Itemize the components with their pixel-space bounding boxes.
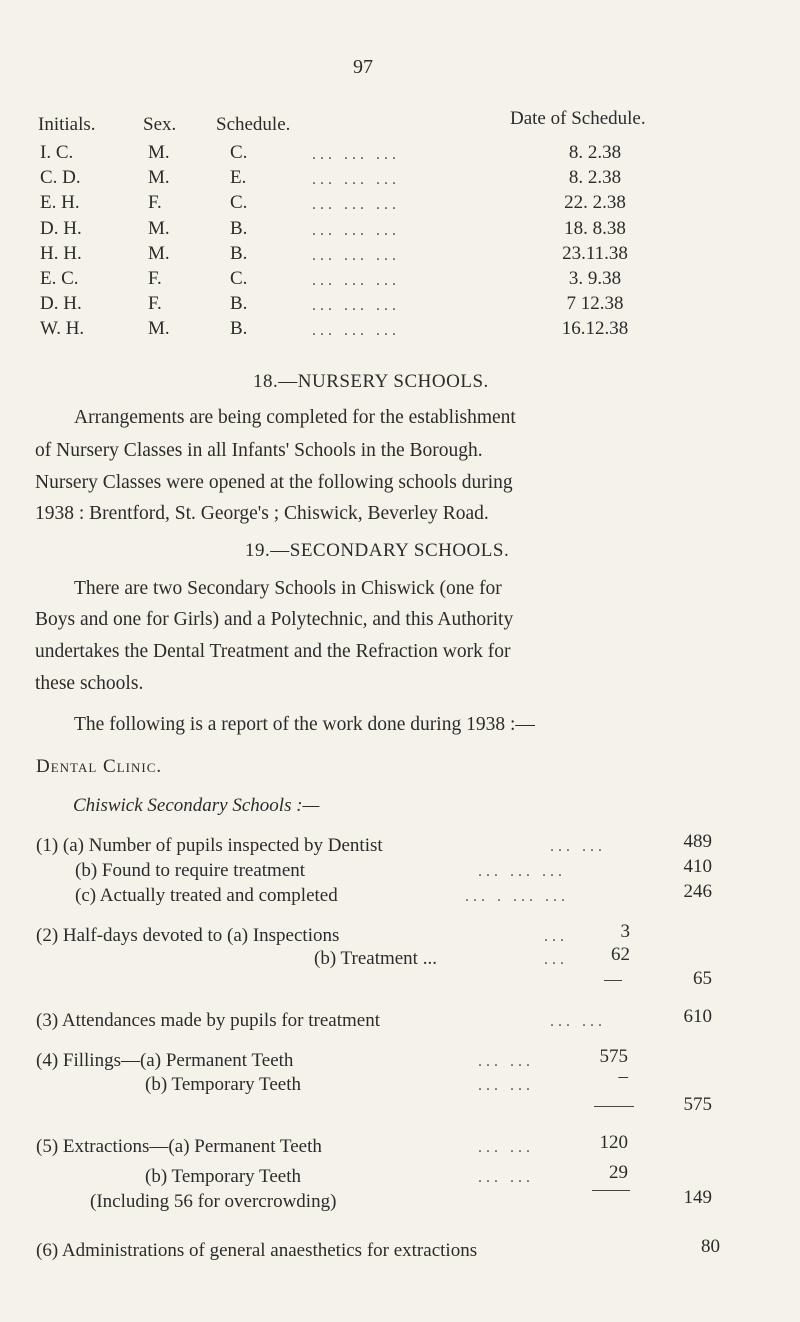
row-initials: E. H. [40, 192, 80, 213]
item-6-label: (6) Administrations of general anaesthetics for extractions [36, 1240, 478, 1261]
s18-line-3: Nursery Classes were opened at the following schools during [35, 472, 513, 493]
row-dots: ... ... ... [312, 297, 400, 314]
item-4b-dots: ... ... [478, 1077, 534, 1094]
row-sex: F. [148, 293, 162, 314]
row-schedule: C. [230, 142, 248, 163]
item-2b-label: (b) Treatment ... [314, 948, 437, 969]
row-schedule: B. [230, 243, 248, 264]
item-1a-total: 489 [683, 831, 712, 852]
row-dots: ... ... ... [312, 272, 400, 289]
item-1b-label: (b) Found to require treatment [75, 860, 306, 881]
item-5b-label: (b) Temporary Teeth [145, 1166, 301, 1187]
row-dots: ... ... ... [312, 171, 400, 188]
item-5-note: (Including 56 for overcrowding) [90, 1191, 337, 1212]
item-5-total: 149 [683, 1187, 712, 1208]
header-date: Date of Schedule. [510, 108, 646, 129]
page-number: 97 [353, 56, 373, 78]
row-schedule: B. [230, 318, 248, 339]
item-5-rule [592, 1190, 630, 1191]
s18-line-1: Arrangements are being completed for the establishment [74, 407, 516, 428]
s19-line-2: Boys and one for Girls) and a Polytechnic, and this Authority [35, 609, 514, 630]
row-date: 8. 2.38 [568, 142, 622, 163]
s19-line-4: these schools. [35, 673, 144, 694]
row-schedule: B. [230, 218, 248, 239]
row-date: 22. 2.38 [564, 192, 626, 213]
s19-line-1: There are two Secondary Schools in Chiswick (one for [74, 578, 502, 599]
s19-line-3: undertakes the Dental Treatment and the Refraction work for [35, 641, 511, 662]
section-19-heading: 19.—SECONDARY SCHOOLS. [245, 540, 510, 561]
s18-line-4: 1938 : Brentford, St. George's ; Chiswick, Beverley Road. [35, 503, 489, 524]
item-3-total: 610 [683, 1006, 712, 1027]
item-2a-sub: 3 [620, 921, 630, 942]
row-dots: ... ... ... [312, 196, 400, 213]
s18-line-2: of Nursery Classes in all Infants' Schools in the Borough. [35, 440, 483, 461]
row-date: 18. 8.38 [564, 218, 626, 239]
item-2-rule [604, 980, 622, 981]
row-date: 16.12.38 [561, 318, 629, 339]
row-initials: D. H. [40, 293, 82, 314]
row-schedule: B. [230, 293, 248, 314]
item-2a-dots: ... [544, 928, 568, 945]
item-4-total: 575 [683, 1094, 712, 1115]
row-initials: I. C. [40, 142, 74, 163]
row-schedule: C. [230, 268, 248, 289]
item-4b-label: (b) Temporary Teeth [145, 1074, 301, 1095]
item-4b-sub: – [618, 1066, 628, 1087]
item-1a-label: (1) (a) Number of pupils inspected by Dentist [36, 835, 383, 856]
item-6-total: 80 [701, 1236, 720, 1257]
row-dots: ... ... ... [312, 247, 400, 264]
row-date: 8. 2.38 [568, 167, 622, 188]
report-intro: The following is a report of the work done during 1938 :— [74, 714, 535, 735]
row-initials: H. H. [40, 243, 82, 264]
header-sex: Sex. [143, 114, 177, 135]
item-5a-dots: ... ... [478, 1139, 534, 1156]
row-sex: M. [148, 142, 170, 163]
row-sex: M. [148, 167, 170, 188]
row-initials: C. D. [40, 167, 81, 188]
row-dots: ... ... ... [312, 222, 400, 239]
section-18-heading: 18.—NURSERY SCHOOLS. [253, 371, 489, 392]
dental-clinic-heading: Dental Clinic. [36, 756, 163, 777]
row-sex: M. [148, 243, 170, 264]
row-dots: ... ... ... [312, 146, 400, 163]
row-sex: F. [148, 268, 162, 289]
item-1b-total: 410 [683, 856, 712, 877]
row-date: 23.11.38 [562, 243, 628, 264]
row-sex: M. [148, 318, 170, 339]
item-1c-total: 246 [683, 881, 712, 902]
item-5a-sub: 120 [599, 1132, 628, 1153]
row-sex: M. [148, 218, 170, 239]
item-4-rule [594, 1106, 634, 1107]
item-2b-sub: 62 [611, 944, 630, 965]
row-date: 3. 9.38 [568, 268, 622, 289]
item-2-total: 65 [693, 968, 712, 989]
item-2a-label: (2) Half-days devoted to (a) Inspections [36, 925, 340, 946]
item-4a-dots: ... ... [478, 1053, 534, 1070]
item-2b-dots: ... [544, 951, 568, 968]
item-1b-dots: ... ... ... [478, 863, 566, 880]
row-dots: ... ... ... [312, 322, 400, 339]
item-5b-sub: 29 [609, 1162, 628, 1183]
row-initials: E. C. [40, 268, 79, 289]
item-1a-dots: ... ... [550, 838, 606, 855]
item-1c-label: (c) Actually treated and completed [75, 885, 338, 906]
item-1c-dots: ... . ... ... [465, 888, 569, 905]
item-5b-dots: ... ... [478, 1169, 534, 1186]
row-initials: W. H. [40, 318, 85, 339]
row-schedule: C. [230, 192, 248, 213]
header-schedule: Schedule. [216, 114, 291, 135]
row-schedule: E. [230, 167, 247, 188]
item-5a-label: (5) Extractions—(a) Permanent Teeth [36, 1136, 322, 1157]
row-sex: F. [148, 192, 162, 213]
row-date: 7 12.38 [566, 293, 624, 314]
item-4a-label: (4) Fillings—(a) Permanent Teeth [36, 1050, 294, 1071]
item-3-label: (3) Attendances made by pupils for treatment [36, 1010, 381, 1031]
item-3-dots: ... ... [550, 1013, 606, 1030]
row-initials: D. H. [40, 218, 82, 239]
item-4a-sub: 575 [599, 1046, 628, 1067]
header-initials: Initials. [38, 114, 96, 135]
chiswick-subheading: Chiswick Secondary Schools :— [73, 795, 320, 816]
